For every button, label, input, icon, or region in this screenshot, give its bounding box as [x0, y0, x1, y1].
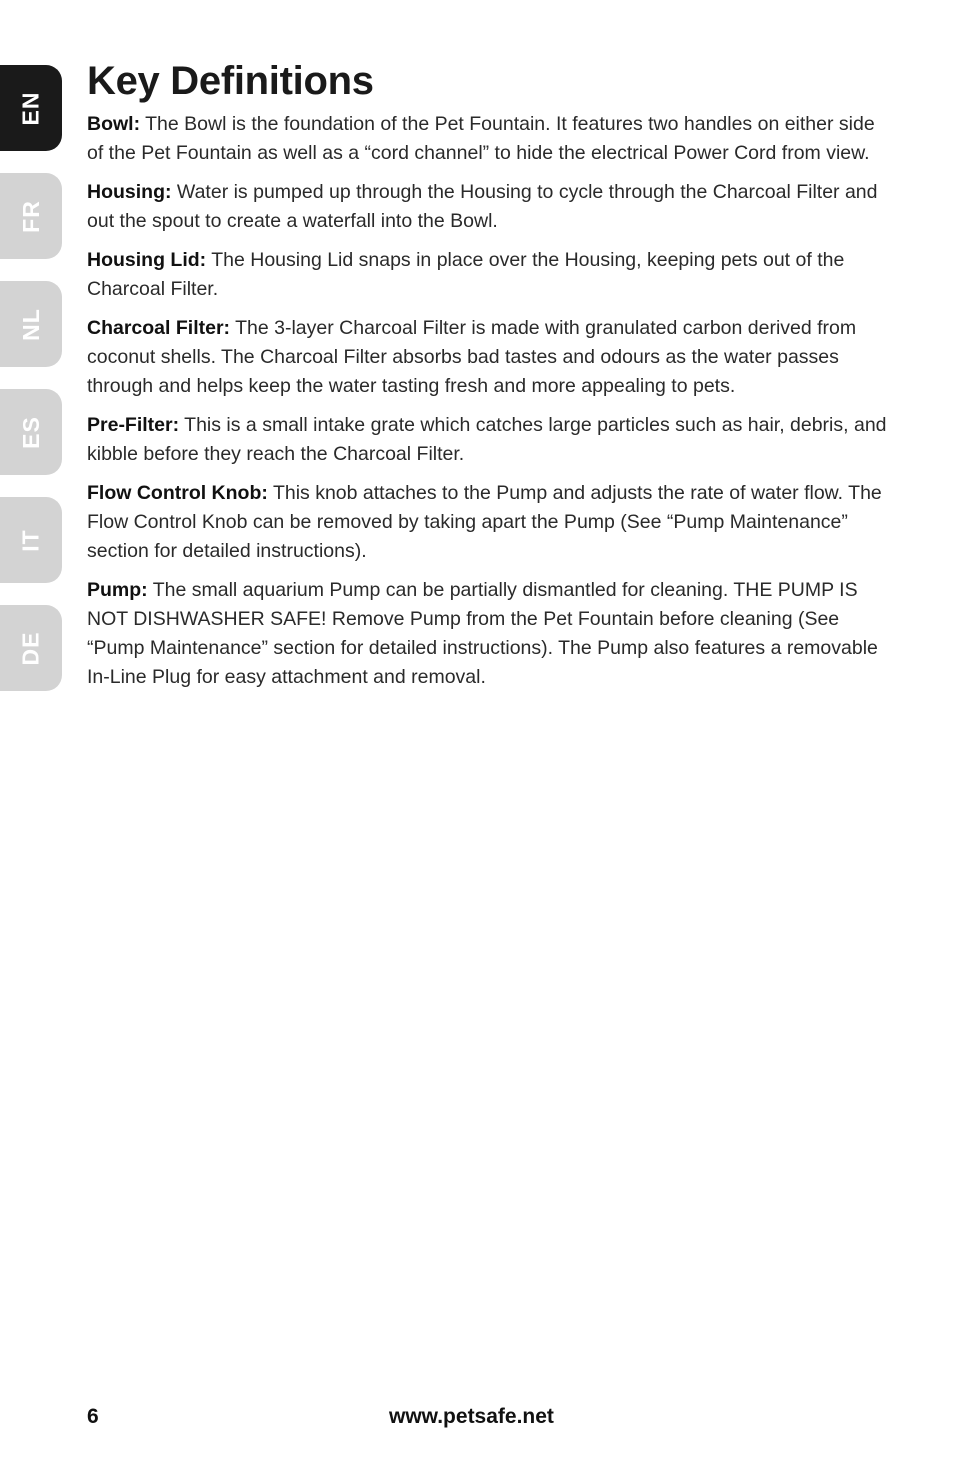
language-tab-label: NL: [17, 307, 44, 341]
definition-term: Housing Lid:: [87, 249, 207, 271]
definition-term: Pre-Filter:: [87, 414, 180, 436]
definition-term: Bowl:: [87, 113, 141, 135]
definition-text: Water is pumped up through the Housing to cycle through the Charcoal Filter and out the spout to create a waterfall into the Bowl.: [87, 181, 878, 232]
definition-housing-lid: [87, 246, 887, 304]
definition-charcoal-filter: [87, 314, 887, 401]
definition-term: Housing:: [87, 181, 172, 203]
language-tab-label: DE: [17, 631, 44, 665]
website-link[interactable]: www.petsafe.net: [389, 1405, 554, 1428]
language-tab-label: EN: [17, 91, 44, 125]
definition-text: This is a small intake grate which catches large particles such as hair, debris, and kibble before they reach the Charcoal Filter.: [87, 414, 887, 465]
language-tab-it[interactable]: [0, 497, 62, 583]
definition-text: The Bowl is the foundation of the Pet Fountain. It features two handles on either side of the Pet Fountain as well as a “cord channel” to hide the electrical Power Cord from view.: [87, 113, 875, 164]
definition-housing: [87, 178, 887, 236]
definition-term: Charcoal Filter:: [87, 317, 231, 339]
language-tab-label: IT: [17, 528, 44, 552]
main-content: [87, 58, 887, 702]
page-footer: [87, 1405, 887, 1437]
page-title: Key Definitions: [87, 59, 374, 103]
definition-text: The Housing Lid snaps in place over the Housing, keeping pets out of the Charcoal Filter.: [87, 249, 845, 300]
definition-text: The 3-layer Charcoal Filter is made with granulated carbon derived from coconut shells. The Charcoal Filter absorbs bad tastes and odours as the water passes through and helps keep the water tasting fresh and more appealing to pets.: [87, 317, 857, 397]
definition-term: Flow Control Knob:: [87, 482, 268, 504]
language-tab-label: ES: [17, 415, 44, 449]
language-tab-nl[interactable]: [0, 281, 62, 367]
definition-term: Pump:: [87, 579, 148, 601]
language-tab-en[interactable]: [0, 65, 62, 151]
language-tab-fr[interactable]: [0, 173, 62, 259]
definition-text: The small aquarium Pump can be partially dismantled for cleaning. THE PUMP IS NOT DISHWASHER SAFE! Remove Pump from the Pet Fountain before cleaning (See “Pump Maintenance” section for detailed instructions). The Pump also features a removable In-Line Plug for easy attachment and removal.: [87, 579, 878, 688]
language-tab-es[interactable]: [0, 389, 62, 475]
definition-pump: [87, 576, 887, 692]
definition-pre-filter: [87, 411, 887, 469]
definition-text: This knob attaches to the Pump and adjusts the rate of water flow. The Flow Control Knob can be removed by taking apart the Pump (See “Pump Maintenance” section for detailed instructions).: [87, 482, 882, 562]
language-tab-label: FR: [17, 199, 44, 233]
language-tabs: [0, 65, 62, 713]
page-number: 6: [87, 1405, 99, 1428]
language-tab-de[interactable]: [0, 605, 62, 691]
definition-flow-control-knob: [87, 479, 887, 566]
definition-bowl: [87, 110, 887, 168]
